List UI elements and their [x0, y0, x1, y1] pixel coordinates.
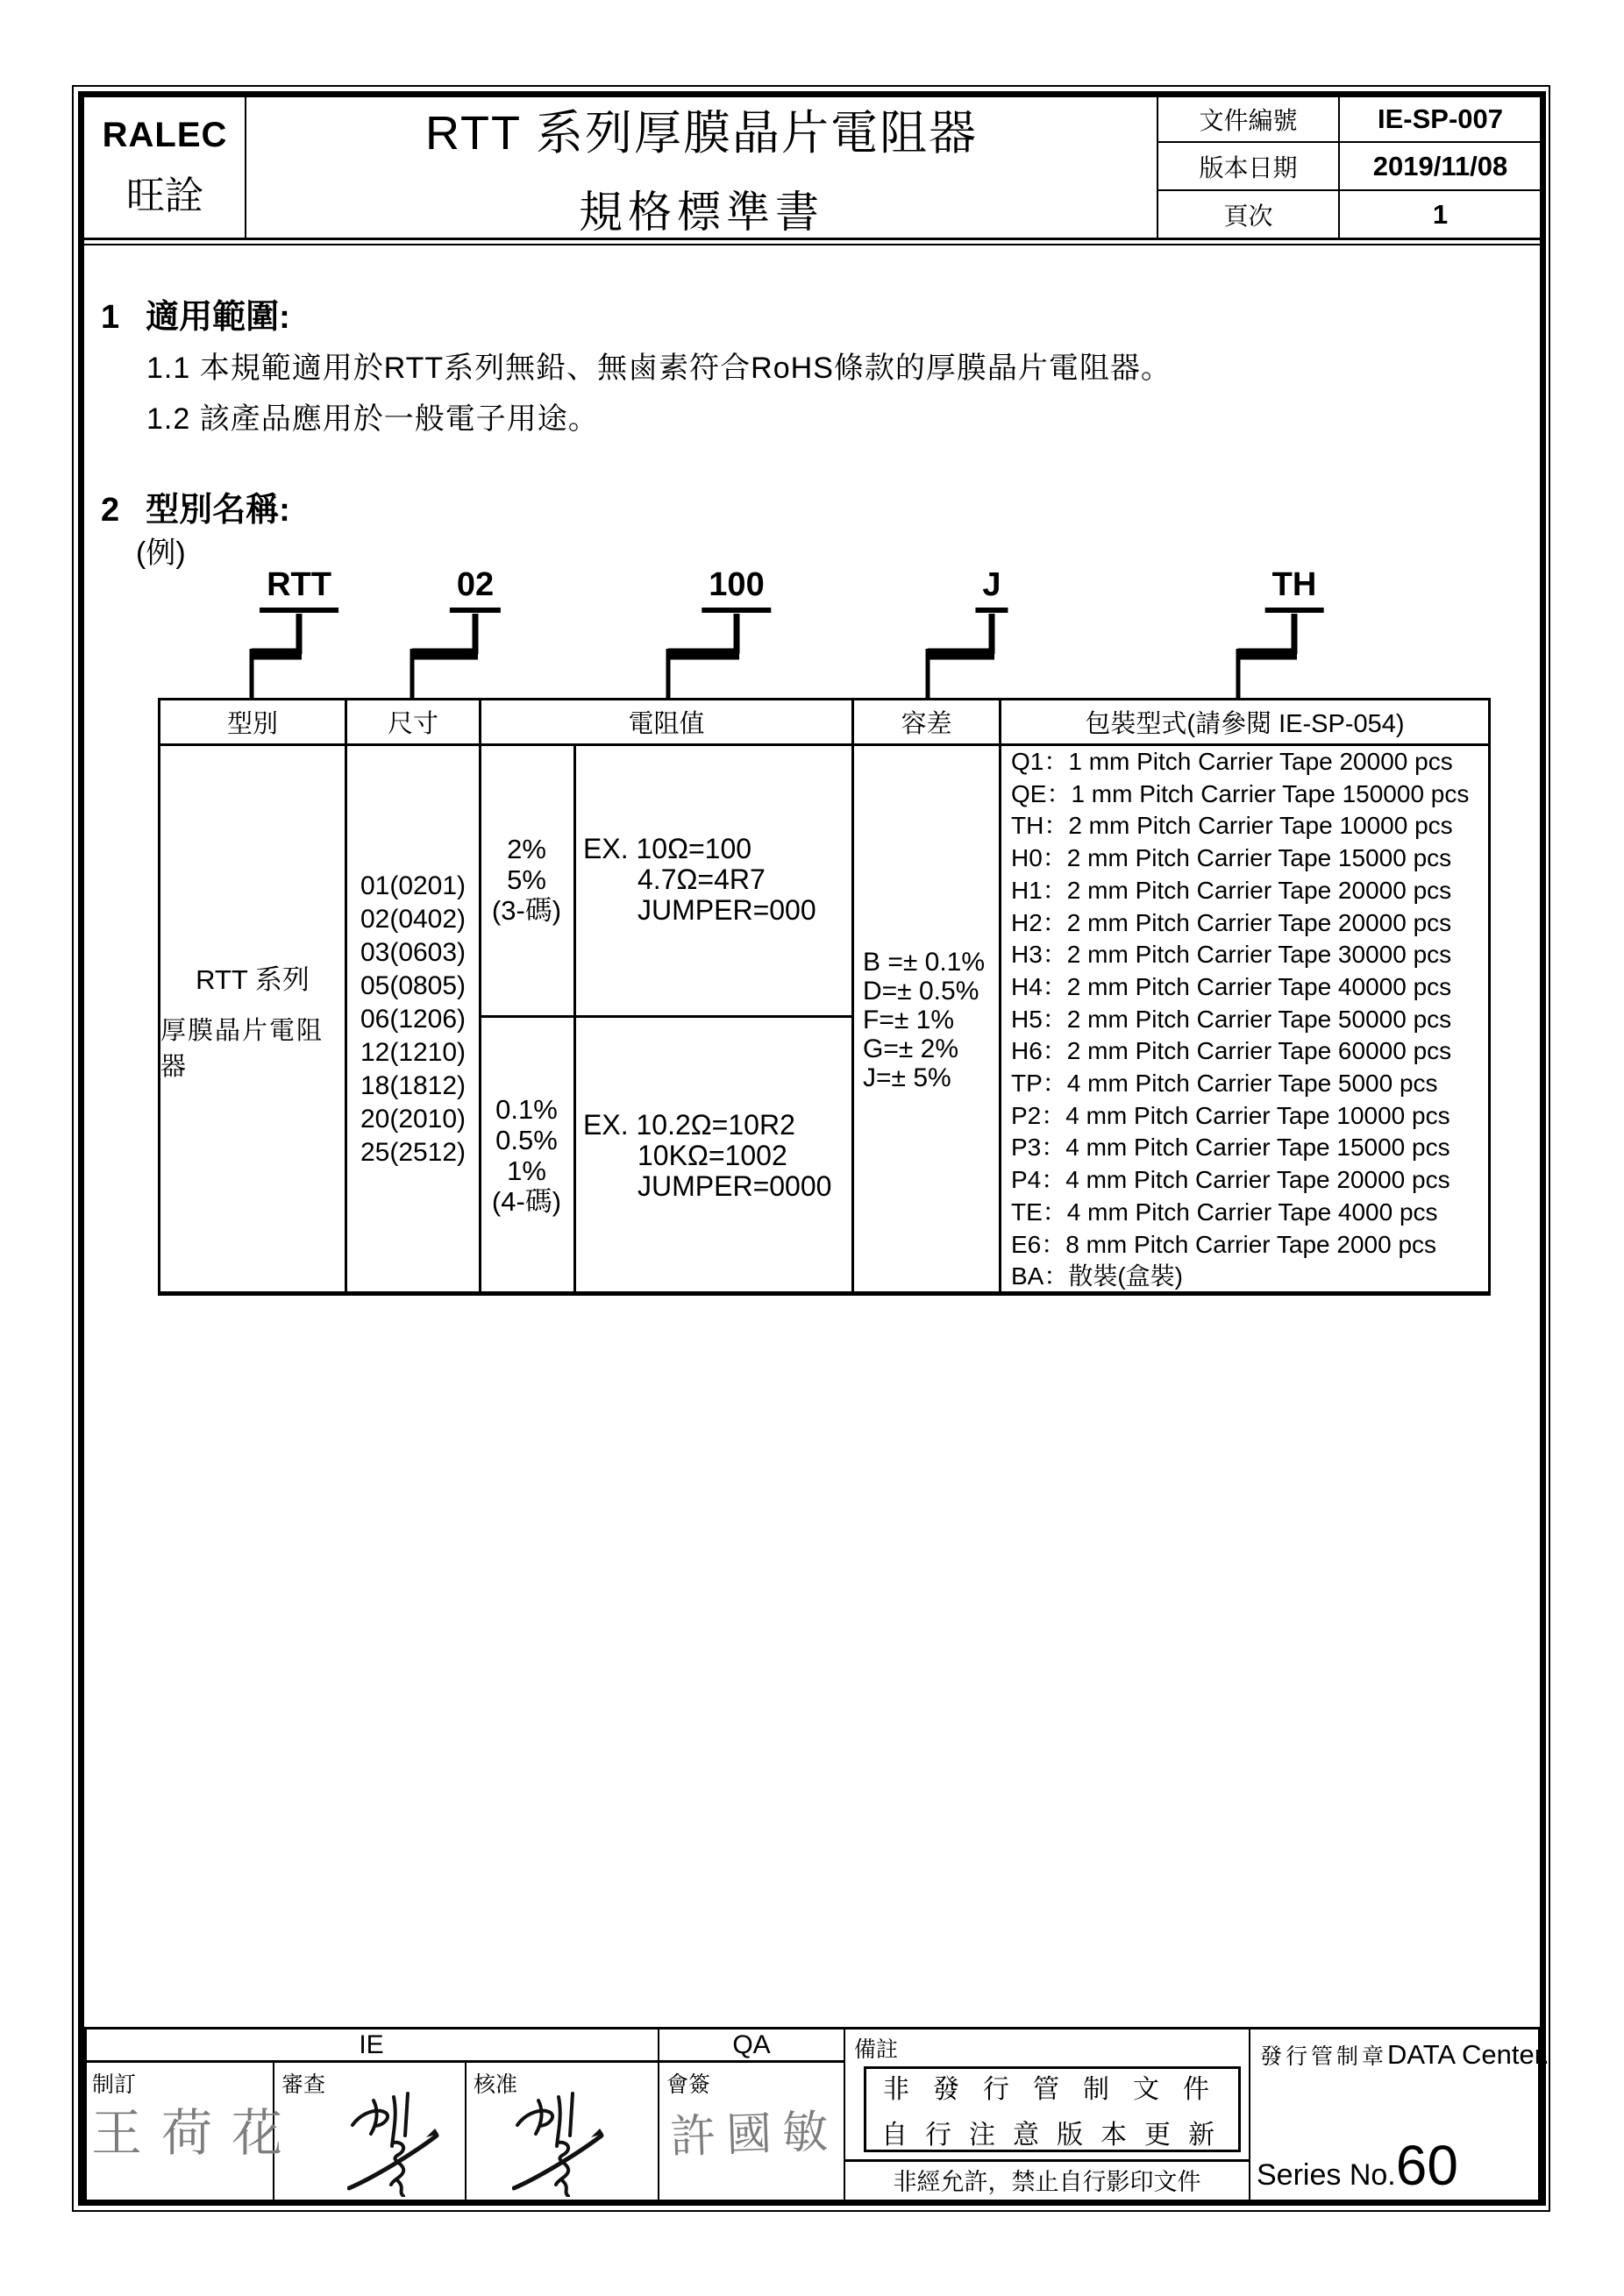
- code3-example: 4.7Ω=4R7: [637, 864, 766, 895]
- footer-rule: [465, 2060, 467, 2200]
- col-header-size: 尺寸: [387, 710, 438, 738]
- part-number-connectors: [85, 561, 1541, 700]
- series-label: Series No.: [1257, 2158, 1396, 2192]
- col-header-packaging: 包裝型式(請參閱 IE-SP-054): [1085, 710, 1405, 738]
- example-note: (例): [136, 537, 186, 570]
- series-block: [1257, 2134, 1458, 2197]
- packaging-item: H4：2 mm Pitch Carrier Tape 40000 pcs: [1011, 972, 1452, 1000]
- tolerance-cell: [854, 746, 999, 1293]
- sign-label-draft: 制訂: [92, 2072, 137, 2097]
- section1-item-2: 1.2 該產品應用於一般電子用途。: [146, 402, 599, 436]
- section1-title: 適用範圍:: [146, 299, 290, 336]
- stamp-label: 發行管制章: [1260, 2044, 1388, 2069]
- dept-qa-label: QA: [732, 2029, 771, 2059]
- size-item: 03(0603): [360, 938, 467, 967]
- packaging-item: TP：4 mm Pitch Carrier Tape 5000 pcs: [1011, 1070, 1438, 1098]
- code3-tolerance-cell: [481, 746, 572, 1013]
- tolerance-item: D=± 0.5%: [863, 976, 979, 1006]
- tolerance-item: B =± 0.1%: [863, 947, 986, 977]
- company-name: RALEC: [102, 115, 228, 154]
- sign-label-approve: 核准: [474, 2072, 518, 2097]
- packaging-item: TH：2 mm Pitch Carrier Tape 10000 pcs: [1011, 812, 1453, 840]
- signature-countersigner: 許國敏: [669, 2106, 840, 2164]
- doc-number-value: IE-SP-007: [1377, 103, 1503, 134]
- size-item: 12(1210): [360, 1038, 467, 1067]
- title-block: [246, 97, 1157, 238]
- company-name-cjk: 旺詮: [126, 174, 203, 217]
- code4-tol: (4-碼): [491, 1186, 562, 1217]
- packaging-item: H0：2 mm Pitch Carrier Tape 15000 pcs: [1011, 844, 1452, 872]
- series-number: 60: [1395, 2134, 1458, 2197]
- signature-scribble-approve: [512, 2090, 610, 2197]
- stamp-block: [1260, 2039, 1549, 2071]
- packaging-item: H3：2 mm Pitch Carrier Tape 30000 pcs: [1011, 941, 1452, 969]
- page-number-value: 1: [1432, 198, 1449, 230]
- part-segment-size: 02: [450, 566, 501, 613]
- col-header-tolerance: 容差: [901, 710, 952, 738]
- size-item: 05(0805): [360, 971, 467, 1000]
- code4-tol: 0.1%: [495, 1094, 558, 1125]
- code4-example-cell: [576, 1018, 850, 1293]
- packaging-item: P4：4 mm Pitch Carrier Tape 20000 pcs: [1011, 1166, 1450, 1194]
- sign-label-review: 審查: [281, 2072, 326, 2097]
- packaging-item: H1：2 mm Pitch Carrier Tape 20000 pcs: [1011, 876, 1452, 904]
- remark-box: [864, 2066, 1241, 2152]
- type-line-1: RTT 系列: [196, 963, 310, 995]
- stamp-text: DATA Center.: [1387, 2039, 1549, 2070]
- code3-example-cell: [576, 746, 850, 1013]
- code3-example: JUMPER=000: [637, 894, 816, 926]
- section2-heading: [101, 482, 290, 530]
- col-header-type: 型別: [226, 710, 278, 738]
- packaging-item: H6：2 mm Pitch Carrier Tape 60000 pcs: [1011, 1037, 1452, 1065]
- dept-ie-label: IE: [359, 2029, 384, 2059]
- type-line-2: 厚膜晶片電阻器: [160, 1016, 324, 1081]
- code4-example: 10KΩ=1002: [637, 1139, 787, 1171]
- page-number-label: 頁次: [1223, 202, 1273, 230]
- company-logo: [84, 97, 246, 238]
- code4-tol: 1%: [507, 1155, 546, 1186]
- remark-box-line2: 自行注意版本更新: [881, 2121, 1232, 2150]
- packaging-cell: [1001, 746, 1488, 1293]
- remark-label: 備註: [854, 2037, 899, 2062]
- document-title: RTT 系列厚膜晶片電阻器: [424, 106, 979, 160]
- version-date-value: 2019/11/08: [1372, 150, 1508, 181]
- packaging-item: H5：2 mm Pitch Carrier Tape 50000 pcs: [1011, 1005, 1452, 1033]
- packaging-item: TE：4 mm Pitch Carrier Tape 4000 pcs: [1011, 1198, 1438, 1226]
- signature-drafter: 王荷花: [91, 2105, 303, 2162]
- remark-note: 非經允許，禁止自行影印文件: [893, 2168, 1201, 2195]
- document-subtitle: 規格標準書: [579, 187, 824, 237]
- version-date-label: 版本日期: [1199, 153, 1298, 181]
- size-item: 20(2010): [360, 1105, 467, 1134]
- col-header-resistance: 電阻值: [628, 710, 705, 738]
- doc-number-label: 文件編號: [1199, 107, 1298, 134]
- packaging-item: E6：8 mm Pitch Carrier Tape 2000 pcs: [1011, 1230, 1437, 1258]
- packaging-item: P3：4 mm Pitch Carrier Tape 15000 pcs: [1011, 1134, 1450, 1162]
- packaging-item: H2：2 mm Pitch Carrier Tape 20000 pcs: [1011, 908, 1452, 936]
- size-item: 18(1812): [360, 1071, 467, 1100]
- size-item: 01(0201): [360, 871, 467, 900]
- size-item: 25(2512): [360, 1138, 467, 1167]
- remark-box-line1: 非發行管制文件: [883, 2075, 1233, 2104]
- size-item: 06(1206): [360, 1005, 467, 1034]
- code4-example: EX. 10.2Ω=10R2: [583, 1108, 795, 1141]
- size-cell: [347, 746, 479, 1293]
- section2-title: 型別名稱:: [146, 492, 290, 529]
- code4-example: JUMPER=0000: [637, 1169, 832, 1202]
- code3-example: EX. 10Ω=100: [583, 833, 752, 864]
- code3-tol: (3-碼): [491, 895, 562, 926]
- part-segment-series: RTT: [260, 566, 338, 613]
- tolerance-item: J=± 5%: [863, 1063, 951, 1092]
- part-segment-tolerance: J: [975, 566, 1008, 613]
- signature-scribble-review: [347, 2090, 445, 2197]
- section2-number: 2: [101, 492, 120, 529]
- type-cell: [160, 746, 345, 1293]
- packaging-item: Q1：1 mm Pitch Carrier Tape 20000 pcs: [1011, 748, 1453, 776]
- size-item: 02(0402): [360, 905, 467, 934]
- sign-label-countersign: 會簽: [666, 2072, 711, 2097]
- tolerance-item: G=± 2%: [863, 1034, 959, 1063]
- section1-item-1: 1.1 本規範適用於RTT系列無鉛、無鹵素符合RoHS條款的厚膜晶片電阻器。: [146, 352, 1172, 385]
- part-segment-packaging: TH: [1265, 566, 1324, 613]
- section1-number: 1: [101, 299, 120, 336]
- header-bottom-rule: [84, 244, 1541, 245]
- packaging-item: P2：4 mm Pitch Carrier Tape 10000 pcs: [1011, 1101, 1450, 1129]
- part-segment-resistance: 100: [702, 566, 771, 613]
- code3-tol: 2%: [507, 834, 546, 864]
- packaging-item: BA：散裝(盒裝): [1011, 1262, 1184, 1290]
- packaging-item: QE：1 mm Pitch Carrier Tape 150000 pcs: [1011, 779, 1470, 807]
- code4-tolerance-cell: [481, 1018, 572, 1293]
- code4-tol: 0.5%: [495, 1125, 558, 1155]
- code3-tol: 5%: [507, 864, 546, 895]
- tolerance-item: F=± 1%: [863, 1005, 955, 1034]
- section1-heading: [101, 289, 290, 338]
